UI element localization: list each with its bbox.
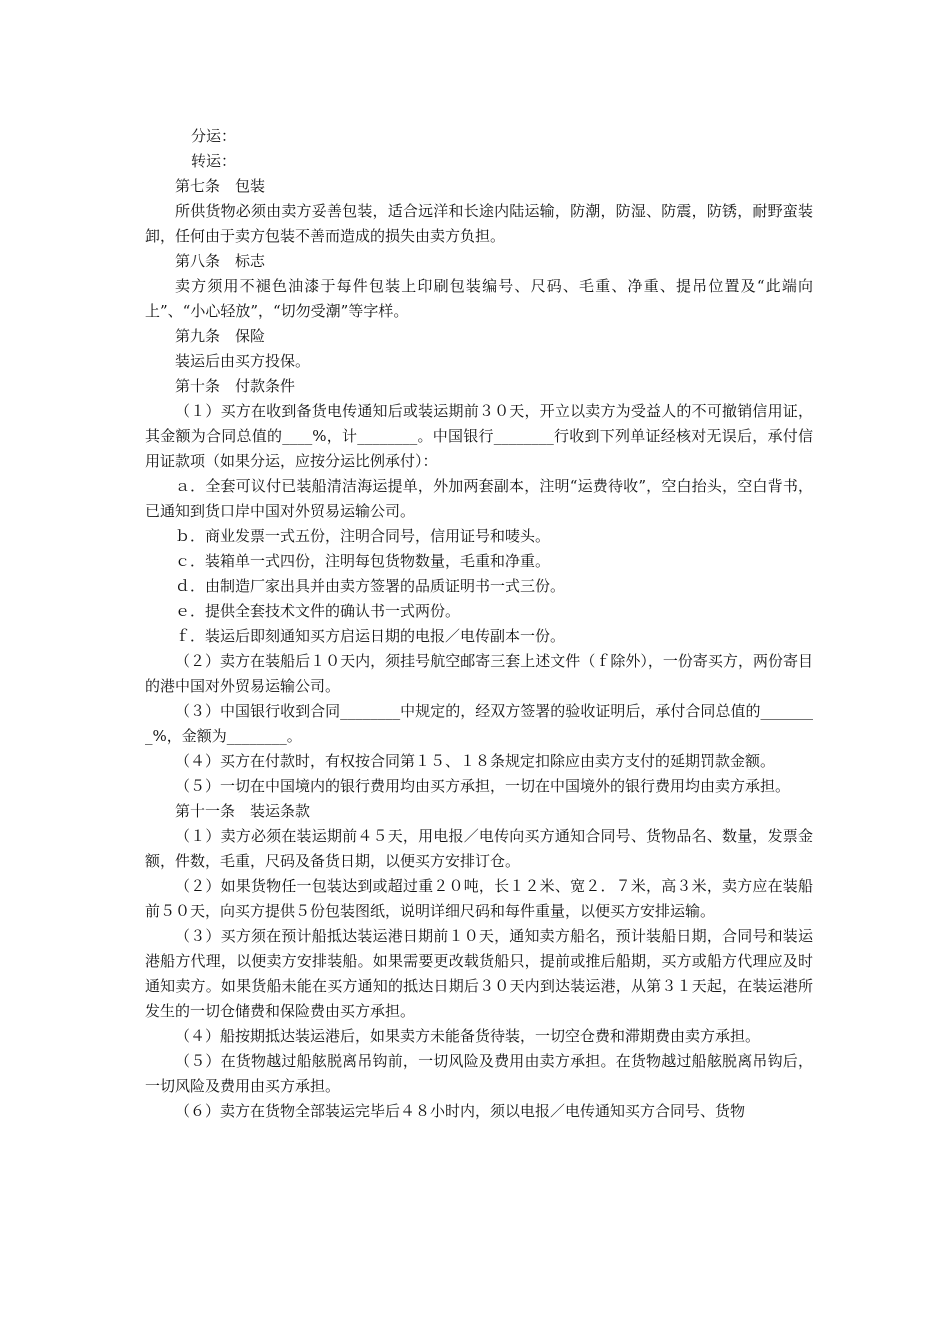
article-11-clause-4: （４）船按期抵达装运港后，如果卖方未能备货待装，一切空仓费和滞期费由卖方承担。 [175,1027,761,1045]
document-page [145,124,813,1124]
article-9-title: 第九条 保险 [175,327,266,345]
article-11-clause-5: （５）在货物越过船舷脱离吊钩前，一切风险及费用由卖方承担。在货物越过船舷脱离吊钩后，一切风险及费用由买方承担。 [145,1052,813,1095]
article-10-clause-4: （４）买方在付款时，有权按合同第１５、１８条规定扣除应由卖方支付的延期罚款金额。 [175,752,776,770]
article-10-clause-1: （１）买方在收到备货电传通知后或装运期前３０天，开立以卖方为受益人的不可撤销信用证，其金额为合同总值的____%，计________。中国银行________行收到下列单证经核对无误后，承付信用证款项（如果分运，应按分运比例承付）： [145,402,813,470]
article-10-item-f: ｆ．装运后即刻通知买方启运日期的电报／电传副本一份。 [175,627,566,645]
article-11-clause-2: （２）如果货物任一包装达到或超过重２０吨，长１２米、宽２．７米，高３米，卖方应在装船前５０天，向买方提供５份包装图纸，说明详细尺码和每件重量，以便买方安排运输。 [145,877,813,920]
article-8-title: 第八条 标志 [175,252,266,270]
article-8-body: 卖方须用不褪色油漆于每件包装上印刷包装编号、尺码、毛重、净重、提吊位置及“此端向上”、“小心轻放”，“切勿受潮”等字样。 [145,277,813,320]
article-10-clause-2: （２）卖方在装船后１０天内，须挂号航空邮寄三套上述文件（ｆ除外），一份寄买方，两份寄目的港中国对外贸易运输公司。 [145,652,813,695]
article-10-clause-5: （５）一切在中国境内的银行费用均由买方承担，一切在中国境外的银行费用均由卖方承担。 [175,777,791,795]
article-10-item-e: ｅ．提供全套技术文件的确认书一式两份。 [175,602,461,620]
transshipment-line: 转运： [191,152,237,170]
article-9-body: 装运后由买方投保。 [175,352,311,370]
article-10-clause-3: （３）中国银行收到合同________中规定的，经双方签署的验收证明后，承付合同总值的________%，金额为________。 [145,702,813,745]
article-11-clause-3: （３）买方须在预计船抵达装运港日期前１０天，通知卖方船名，预计装船日期，合同号和装运港船方代理，以便卖方安排装船。如果需要更改载货船只，提前或推后船期，买方或船方代理应及时通知卖方。如果货船未能在买方通知的抵达日期后３０天内到达装运港，从第３１天起，在装运港所发生的一切仓储费和保险费由买方承担。 [145,927,813,1020]
article-11-clause-1: （１）卖方必须在装运期前４５天，用电报／电传向买方通知合同号、货物品名、数量，发票金额，件数，毛重，尺码及备货日期，以便买方安排订仓。 [145,827,813,870]
article-11-clause-6: （６）卖方在货物全部装运完毕后４８小时内，须以电报／电传通知买方合同号、货物 [175,1102,746,1120]
article-10-item-a: ａ．全套可议付已装船清洁海运提单，外加两套副本，注明“运费待收”，空白抬头，空白背书，已通知到货口岸中国对外贸易运输公司。 [145,477,813,520]
article-10-item-c: ｃ．装箱单一式四份，注明每包货物数量，毛重和净重。 [175,552,551,570]
article-7-body: 所供货物必须由卖方妥善包装，适合远洋和长途内陆运输，防潮，防湿、防震，防锈，耐野蛮装卸，任何由于卖方包装不善而造成的损失由卖方负担。 [145,202,813,245]
article-10-item-d: ｄ．由制造厂家出具并由卖方签署的品质证明书一式三份。 [175,577,566,595]
article-7-title: 第七条 包装 [175,177,266,195]
partial-shipment-line: 分运： [191,127,237,145]
article-10-title: 第十条 付款条件 [175,377,296,395]
article-11-title: 第十一条 装运条款 [175,802,311,820]
article-10-item-b: ｂ．商业发票一式五份，注明合同号，信用证号和唛头。 [175,527,551,545]
